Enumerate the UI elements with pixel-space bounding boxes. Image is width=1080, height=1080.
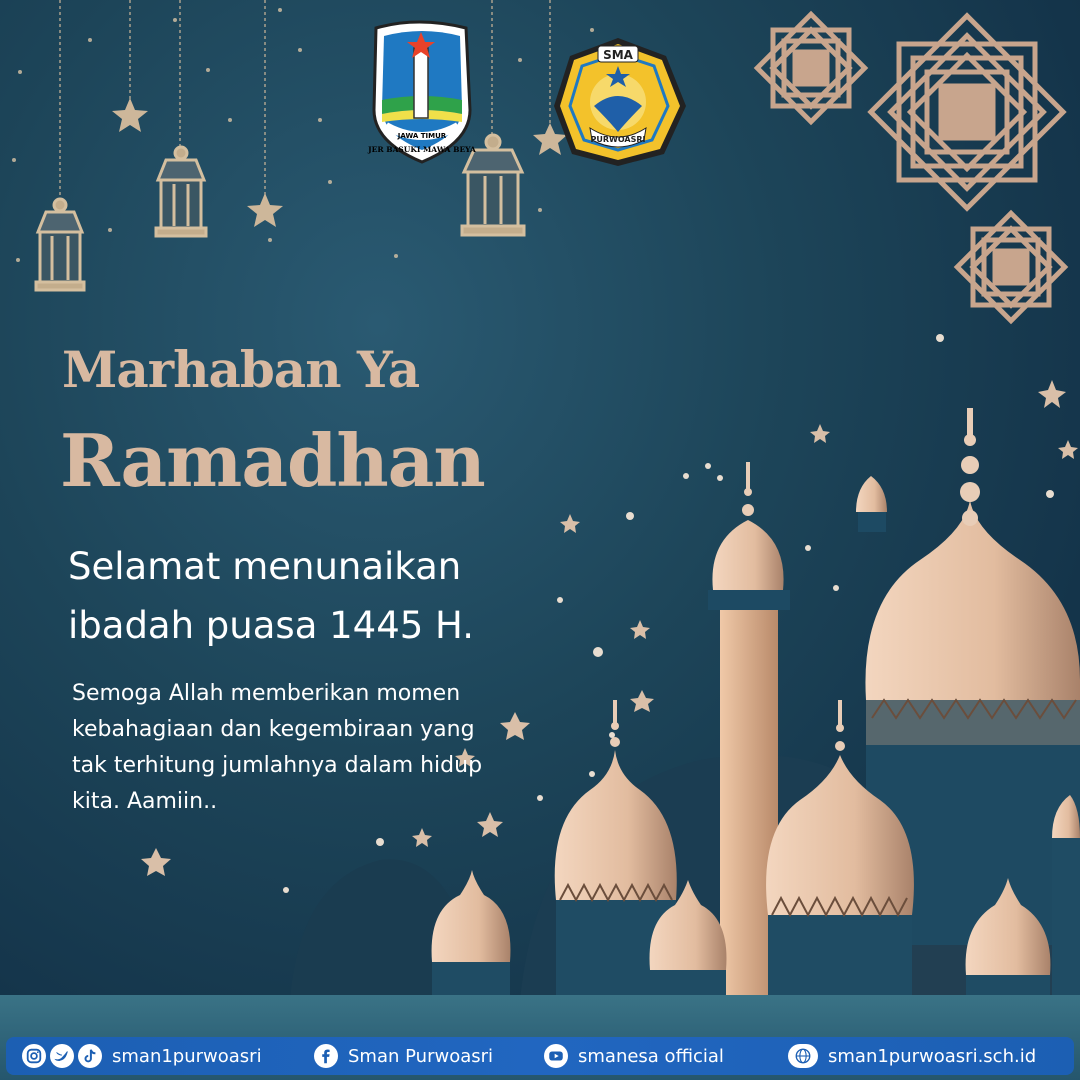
province-banner-text: JAWA TIMUR bbox=[397, 132, 447, 140]
lantern-left bbox=[36, 199, 84, 290]
subtitle-line-1: Selamat menunaikan bbox=[68, 545, 462, 588]
school-logo-bottom-text: PURWOASRI bbox=[590, 135, 646, 144]
website-url[interactable]: sman1purwoasri.sch.id bbox=[828, 1045, 1037, 1067]
social-instagram-twitter-tiktok[interactable] bbox=[22, 1044, 262, 1068]
prayer-line-4: kita. Aamiin.. bbox=[72, 789, 218, 814]
greeting-line-2: Ramadhan bbox=[60, 418, 485, 503]
prayer-line-3: tak terhitung jumlahnya dalam hidup bbox=[72, 753, 483, 778]
prayer-line-2: kebahagiaan dan kegembiraan yang bbox=[72, 717, 475, 742]
school-logo bbox=[554, 38, 686, 166]
tiktok-icon[interactable] bbox=[78, 1044, 102, 1068]
province-motto-text: JER BASUKI MAWA BEYA bbox=[368, 145, 476, 154]
instagram-handle[interactable]: sman1purwoasri bbox=[112, 1045, 262, 1067]
lantern-middle bbox=[156, 147, 206, 236]
facebook-handle[interactable]: Sman Purwoasri bbox=[348, 1045, 494, 1067]
twitter-icon[interactable] bbox=[50, 1044, 74, 1068]
prayer-text bbox=[72, 676, 552, 820]
www-icon[interactable] bbox=[788, 1044, 818, 1068]
school-logo-top-text: SMA bbox=[603, 48, 633, 62]
youtube-handle[interactable]: smanesa official bbox=[578, 1045, 724, 1067]
prayer-line-1: Semoga Allah memberikan momen bbox=[72, 681, 461, 706]
instagram-icon[interactable] bbox=[22, 1044, 46, 1068]
province-logo bbox=[367, 22, 476, 162]
social-footer-bar bbox=[6, 1037, 1074, 1075]
greeting-line-1: Marhaban Ya bbox=[62, 340, 420, 399]
facebook-icon[interactable] bbox=[314, 1044, 338, 1068]
subtitle-line-2: ibadah puasa 1445 H. bbox=[68, 604, 474, 647]
social-facebook[interactable] bbox=[314, 1044, 493, 1068]
octagram-ornaments bbox=[757, 14, 1064, 320]
social-youtube[interactable] bbox=[544, 1044, 724, 1068]
youtube-icon[interactable] bbox=[544, 1044, 568, 1068]
social-website[interactable] bbox=[788, 1044, 1036, 1068]
